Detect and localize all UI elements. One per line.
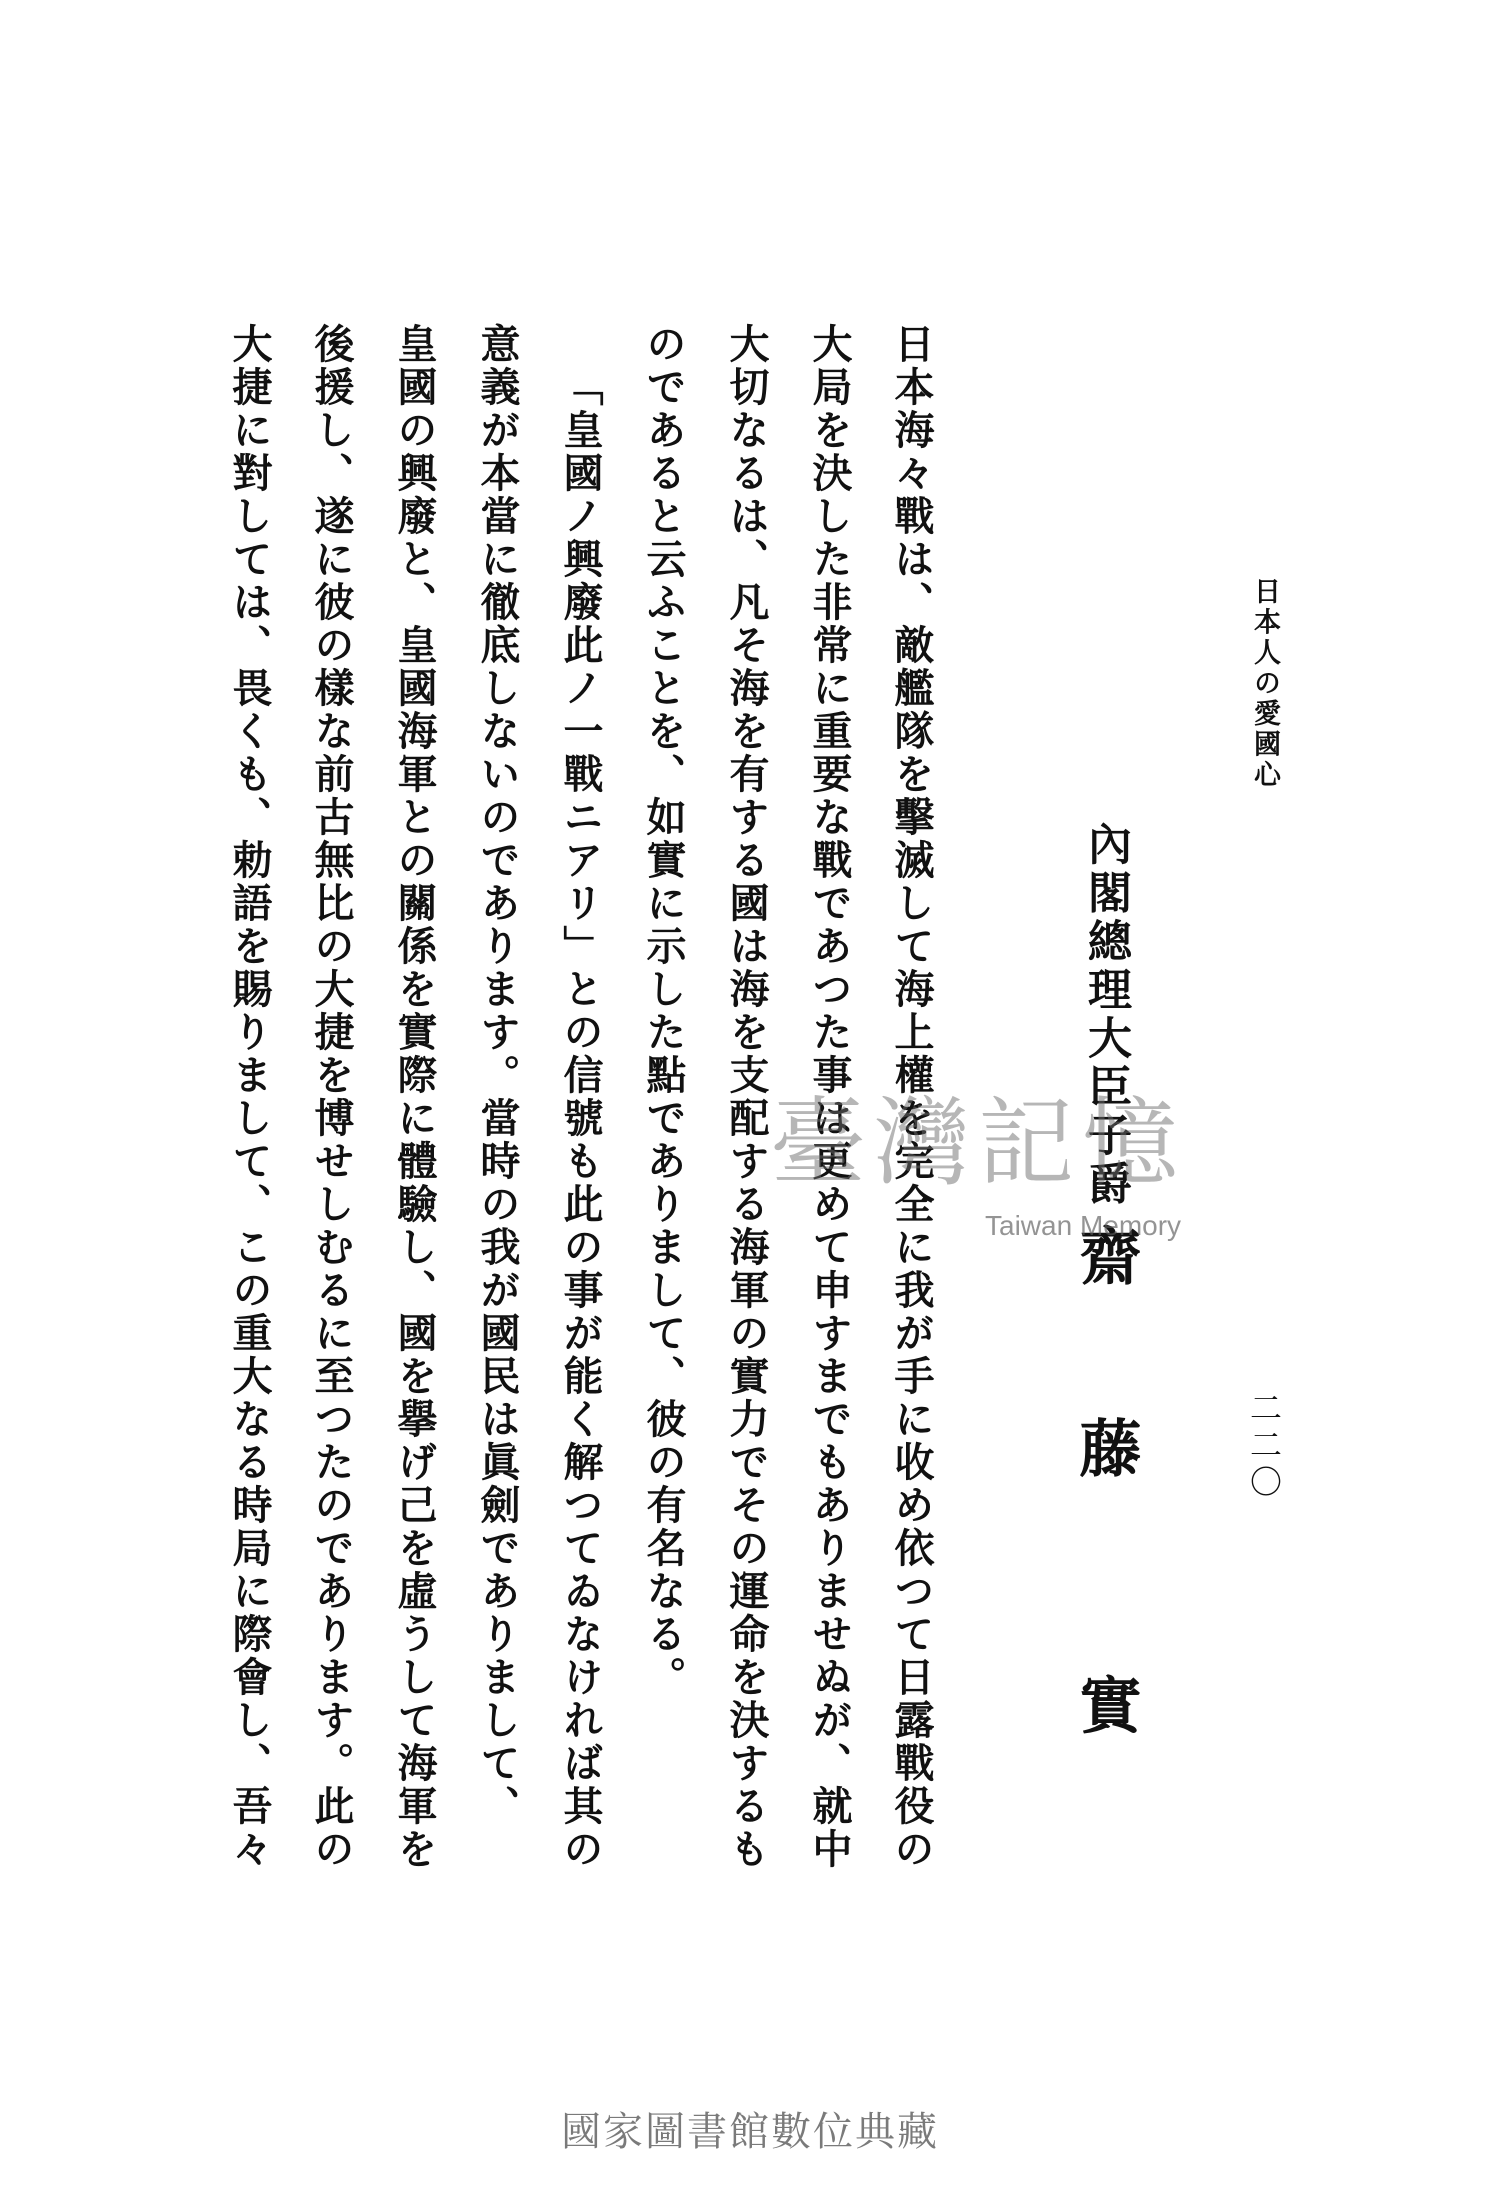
body-column-6: 意義が本當に徹底しないのであります。當時の我が國民は眞劍でありまして、 bbox=[474, 323, 521, 1828]
body-column-8: 後援し、遂に彼の樣な前古無比の大捷を博せしむるに至つたのであります。此の bbox=[308, 323, 355, 1871]
body-column-9: 大捷に對しては、畏くも、勅語を賜りまして、この重大なる時局に際會し、吾々 bbox=[226, 323, 273, 1871]
body-column-3: 大切なるは、凡そ海を有する國は海を支配する海軍の實力でその運命を決するも bbox=[723, 323, 770, 1871]
running-title: 日本人の愛國心 bbox=[1249, 577, 1280, 791]
body-column-2: 大局を決した非常に重要な戰であつた事は更めて申すまでもありませぬが、就中 bbox=[806, 323, 853, 1871]
body-column-1: 日本海々戰は、敵艦隊を擊滅して海上權を完全に我が手に收め依つて日露戰役の bbox=[888, 323, 935, 1871]
body-column-5: 「皇國ノ興廢此ノ一戰ニアリ」との信號も此の事が能く解つてゐなければ其の bbox=[557, 366, 604, 1871]
author-family-name: 齋藤 bbox=[1069, 1224, 1142, 1608]
body-column-4: のであると云ふことを、如實に示した點でありまして、彼の有名なる。 bbox=[640, 323, 687, 1699]
watermark-subtext: Taiwan Memory bbox=[985, 1210, 1182, 1241]
author-given-name: 實 bbox=[1069, 1673, 1142, 1735]
body-column-7: 皇國の興廢と、皇國海軍との關係を實際に體驗し、國を擧げ己を虛うして海軍を bbox=[391, 323, 438, 1871]
page-number: 二二〇 bbox=[1245, 1391, 1283, 1502]
collection-footer: 國家圖書館數位典藏 bbox=[561, 2109, 939, 2155]
watermark-logo: 臺灣記憶 bbox=[770, 1087, 1186, 1199]
author-title: 內閣總理大臣子爵 bbox=[1080, 821, 1131, 1209]
